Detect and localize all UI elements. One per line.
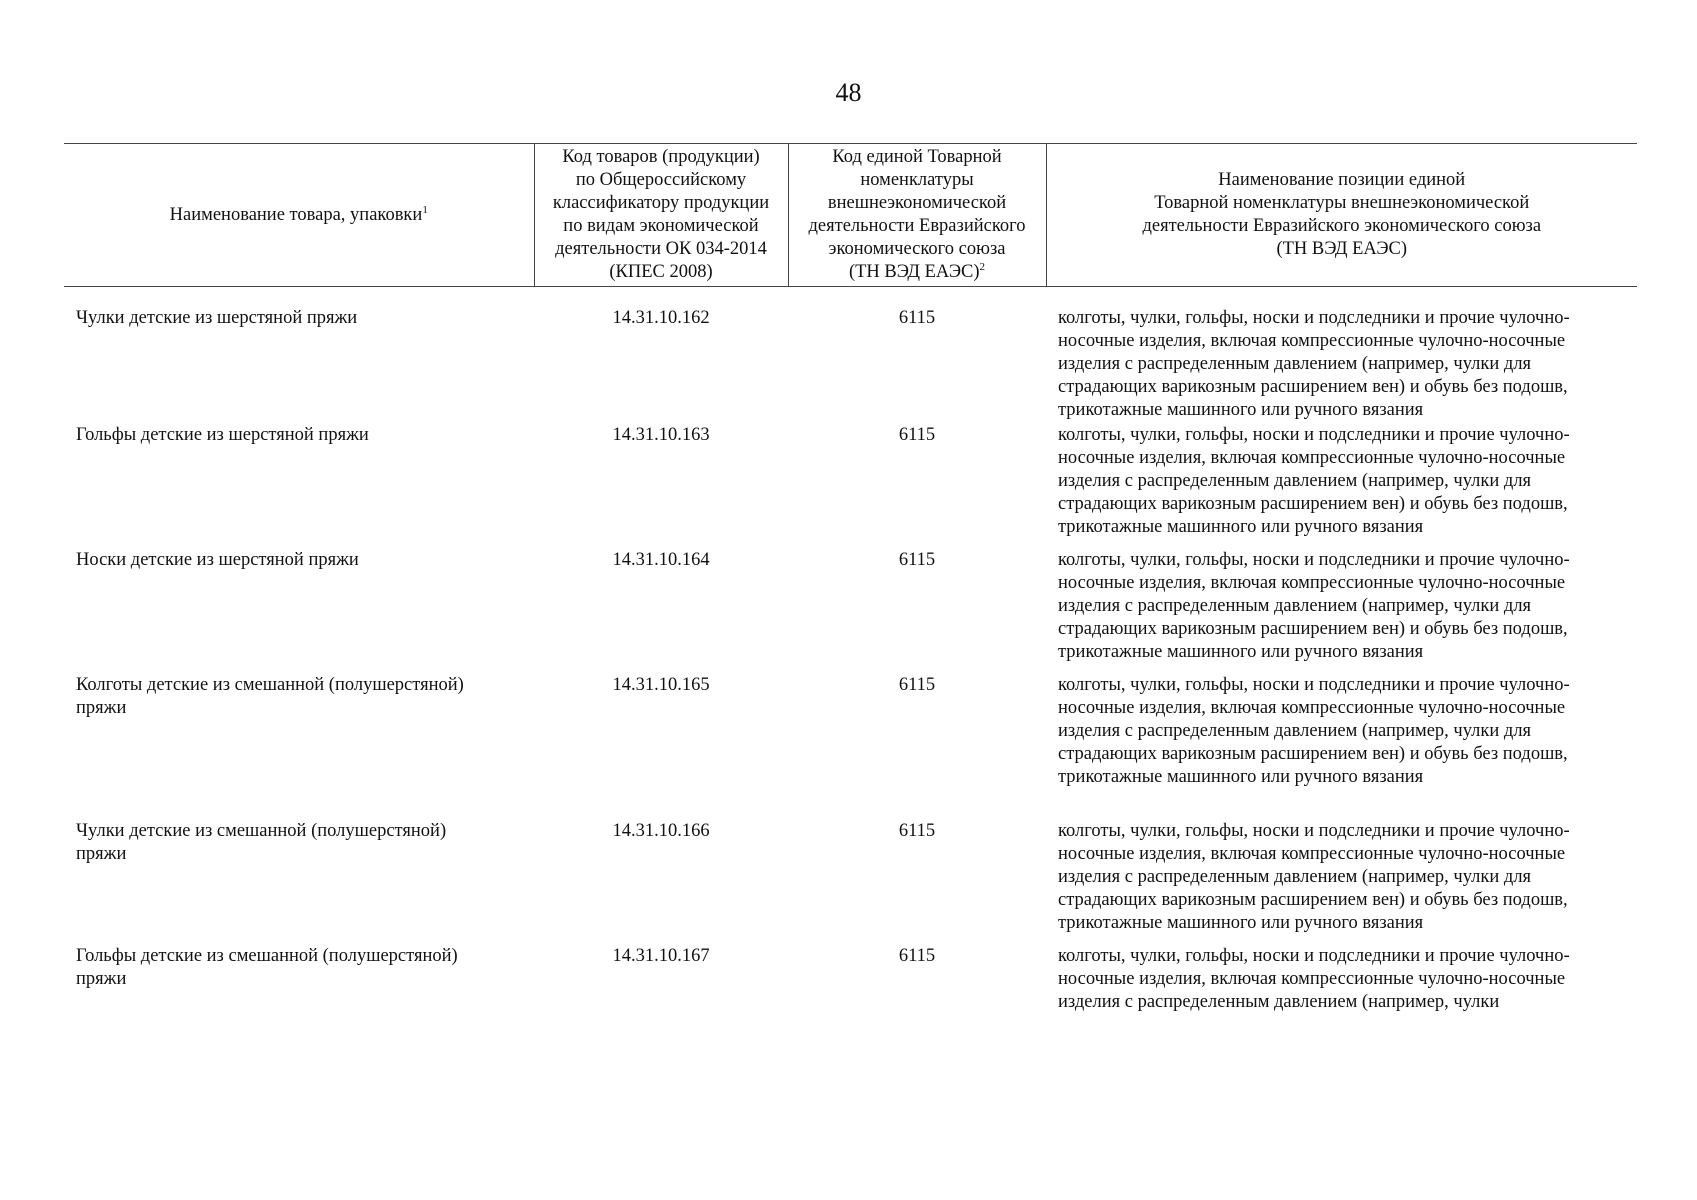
header-tnved-code: Код единой Товарной номенклатуры внешнеэкономической деятельности Евразийского экономического союза (ТН ВЭД ЕАЭС)$^2$ — [788, 144, 1046, 287]
header-tnved-name: Наименование позиции единой Товарной номенклатуры внешнеэкономической деятельности Евразийского экономического союза (ТН ВЭД ЕАЭС) — [1046, 144, 1637, 287]
tnved-desc-cell: колготы, чулки, гольфы, носки и подследники и прочие чулочно- носочные изделия, включая компрессионные чулочно-носочные изделия с распределенным давлением (например, чулки для страдающих варикозным расширением вен) и обувь без подошв, трикотажные машинного или ручного вязания — [1058, 550, 1570, 662]
table-header — [64, 144, 1637, 287]
tnved-code-cell: 6115 — [898, 675, 936, 695]
table-row — [64, 287, 1637, 423]
tnved-desc-cell: колготы, чулки, гольфы, носки и подследники и прочие чулочно- носочные изделия, включая компрессионные чулочно-носочные изделия с распределенным давлением (например, чулки для страдающих варикозным расширением вен) и обувь без подошв, трикотажные машинного или ручного вязания — [1058, 308, 1570, 420]
table-row — [64, 672, 1637, 818]
goods-name-cell: Гольфы детские из шерстяной пряжи — [76, 425, 369, 445]
goods-name-cell: Носки детские из шерстяной пряжи — [76, 550, 359, 570]
header-okpd-code: Код товаров (продукции) по Общероссийскому классификатору продукции по видам экономической деятельности ОК 034-2014 (КПЕС 2008) — [534, 144, 788, 287]
okpd-code-cell: 14.31.10.166 — [612, 821, 710, 841]
tnved-code-cell: 6115 — [898, 946, 936, 966]
page-number: 48 — [835, 78, 862, 107]
tnved-code-cell: 6115 — [898, 308, 936, 328]
table-row — [64, 422, 1637, 547]
table-row — [64, 943, 1637, 1023]
footnote-mark-2: 2 — [979, 260, 986, 273]
goods-name-cell: Гольфы детские из смешанной (полушерстяной) пряжи — [76, 946, 458, 989]
tnved-code-cell: 6115 — [898, 550, 936, 570]
tnved-desc-cell: колготы, чулки, гольфы, носки и подследники и прочие чулочно- носочные изделия, включая компрессионные чулочно-носочные изделия с распределенным давлением (например, чулки для страдающих варикозным расширением вен) и обувь без подошв, трикотажные машинного или ручного вязания — [1058, 675, 1570, 787]
okpd-code-cell: 14.31.10.167 — [612, 946, 710, 966]
tnved-code-cell: 6115 — [898, 425, 936, 445]
tnved-desc-cell: колготы, чулки, гольфы, носки и подследники и прочие чулочно- носочные изделия, включая компрессионные чулочно-носочные изделия с распределенным давлением (например, чулки для страдающих варикозным расширением вен) и обувь без подошв, трикотажные машинного или ручного вязания — [1058, 425, 1570, 537]
tnved-code-cell: 6115 — [898, 821, 936, 841]
tnved-desc-cell: колготы, чулки, гольфы, носки и подследники и прочие чулочно- носочные изделия, включая компрессионные чулочно-носочные изделия с распределенным давлением (например, чулки — [1058, 946, 1570, 1012]
table-row — [64, 818, 1637, 943]
goods-name-cell: Чулки детские из шерстяной пряжи — [76, 308, 358, 328]
goods-name-cell: Колготы детские из смешанной (полушерстяной) пряжи — [76, 675, 464, 718]
goods-table — [64, 143, 1637, 1023]
header-goods-name: Наименование товара, упаковки$^1$ — [64, 144, 534, 287]
okpd-code-cell: 14.31.10.162 — [612, 308, 710, 328]
okpd-code-cell: 14.31.10.163 — [612, 425, 710, 445]
tnved-desc-cell: колготы, чулки, гольфы, носки и подследники и прочие чулочно- носочные изделия, включая компрессионные чулочно-носочные изделия с распределенным давлением (например, чулки для страдающих варикозным расширением вен) и обувь без подошв, трикотажные машинного или ручного вязания — [1058, 821, 1570, 933]
okpd-code-cell: 14.31.10.164 — [612, 550, 710, 570]
footnote-mark-1: 1 — [422, 203, 428, 216]
table-row — [64, 547, 1637, 672]
okpd-code-cell: 14.31.10.165 — [612, 675, 710, 695]
goods-name-cell: Чулки детские из смешанной (полушерстяной) пряжи — [76, 821, 447, 864]
